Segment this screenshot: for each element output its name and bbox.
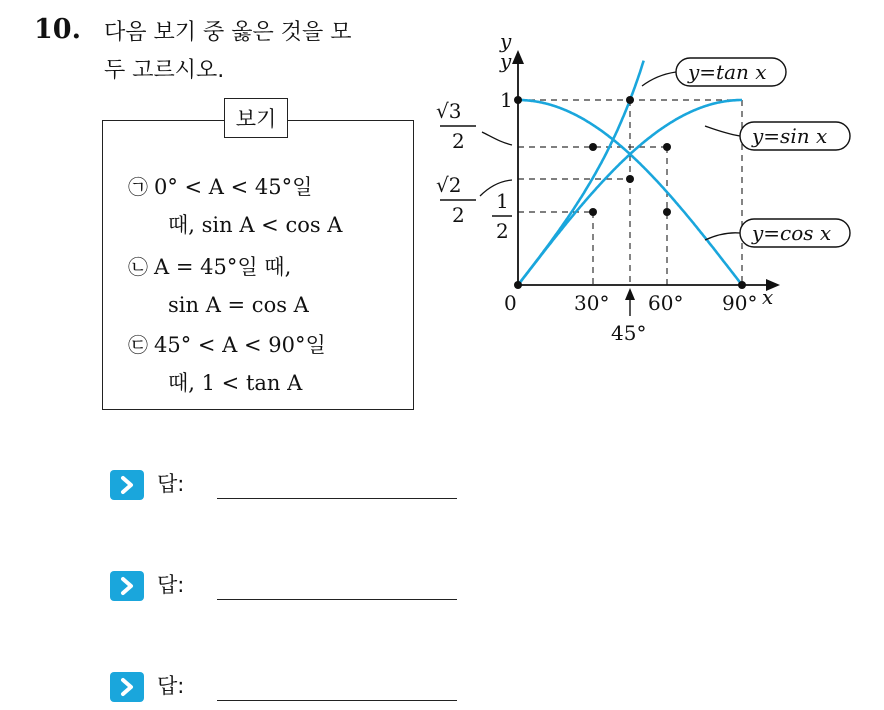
y-axis-label-top: y [500,29,512,53]
chevron-right-icon [110,672,144,702]
answer-label-2: 답: [157,573,185,597]
frac-sqrt3-num: √3 [436,99,462,123]
chevron-right-icon [110,470,144,500]
x-tick-30: 30° [574,291,610,315]
question-text-line-1: 다음 보기 중 옳은 것을 모 [104,20,352,45]
y-axis-arrow [512,50,524,64]
origin-label: 0 [504,291,517,315]
y-tick-1: 1 [500,88,513,112]
question-number: 10. [34,14,81,45]
label-cos: y=cos x [752,221,832,245]
question-text-line-2: 두 고르시오. [104,58,225,83]
frac-half-den: 2 [496,219,509,243]
x-tick-45: 45° [611,321,647,345]
label-sin: y=sin x [752,124,828,148]
frac-sqrt3-pointer [482,132,512,145]
bogi-item-3-line-2: 때, 1 < tan A [168,371,303,395]
answer-label-3: 답: [157,674,185,698]
label-sin-pointer [705,126,740,136]
x-tick-90: 90° [722,291,758,315]
label-tan: y=tan x [688,60,767,84]
bogi-item-2-mark: ㉡ [128,255,148,279]
y-axis-label: y [500,49,512,73]
bogi-item-1-mark: ㉠ [128,175,148,199]
frac-half-num: 1 [496,189,509,213]
answer-blank-1[interactable] [217,498,457,499]
answer-blank-2[interactable] [217,599,457,600]
x-tick-60: 60° [648,291,684,315]
answer-row-3 [110,666,370,706]
bogi-item-1-line-1: 0° < A < 45°일 [154,175,313,199]
tan-curve [518,61,644,285]
bogi-item-2-line-1: A = 45°일 때, [154,255,292,279]
bogi-item-3-mark: ㉢ [128,333,148,357]
chevron-right-icon [110,571,144,601]
answer-blank-3[interactable] [217,700,457,701]
x-axis-label: x [762,285,774,309]
answer-label-1: 답: [157,472,185,496]
bogi-item-3-line-1: 45° < A < 90°일 [154,333,326,357]
bogi-title: 보기 [224,98,288,138]
frac-sqrt2-den: 2 [452,203,465,227]
tick-45-arrow-head [625,288,635,300]
bogi-item-1-line-2: 때, sin A < cos A [168,213,343,237]
frac-sqrt3-den: 2 [452,129,465,153]
label-cos-pointer [705,233,740,240]
label-tan-pointer [642,72,676,86]
frac-sqrt2-num: √2 [436,173,462,197]
answer-row-1 [110,464,370,504]
answer-row-2 [110,565,370,605]
bogi-item-2-line-2: sin A = cos A [168,293,309,317]
